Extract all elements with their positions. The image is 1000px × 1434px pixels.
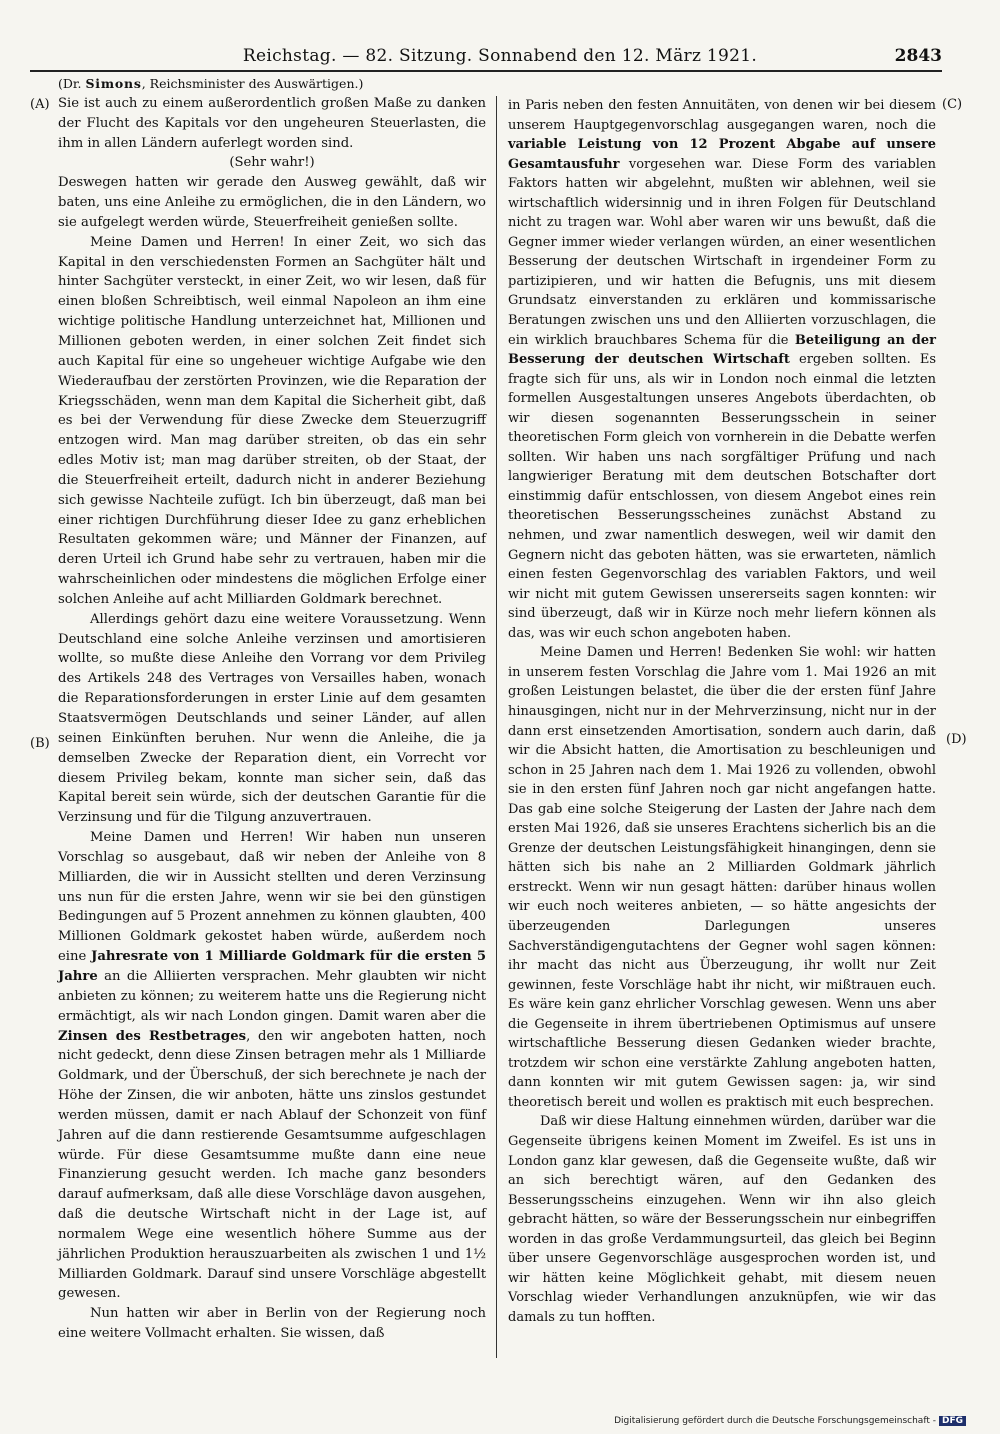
margin-marker-b: (B)	[30, 736, 50, 751]
emphasis: Zinsen des Restbetrages	[58, 1028, 247, 1044]
paragraph: Meine Damen und Herren! Wir haben nun unseren Vorschlag so ausgebaut, daß wir neben der Anleihe von 8 Milliarden, die wir in Aussicht stellten und deren Verzinsung uns nun für die ersten Jahre, wenn wir sie bei den günstigen Bedingungen auf 5 Prozent annehmen zu können glaubten, 400 Millionen Goldmark gekostet haben würde, außerdem noch eine Jahresrate von 1 Milliarde Goldmark für die ersten 5 Jahre an die Alliierten versprachen. Mehr glaubten wir nicht anbieten zu können; zu weiterem hatte uns die Regierung nicht ermächtigt, als wir nach London gingen. Damit waren aber die Zinsen des Restbetrages, den wir angeboten hatten, noch nicht gedeckt, denn diese Zinsen betragen mehr als 1 Milliarde Goldmark, und der Überschuß, der sich berechnete je nach der Höhe der Zinsen, die wir anboten, hätte uns zinslos gestundet werden müssen, damit er nach Ablauf der Schonzeit von fünf Jahren auf die dann restierende Gesamtsumme aufgeschlagen würde. Für diese Gesamtsumme mußte dann eine neue Finanzierung gesucht werden. Ich mache ganz besonders darauf aufmerksam, daß alle diese Vorschläge davon ausgehen, daß die deutsche Wirtschaft nicht in der Lage ist, auf normalem Wege eine wesentlich höhere Summe aus der jährlichen Produktion herauszuarbeiten als zwischen 1 und 1½ Milliarden Goldmark. Darauf sind unsere Vorschläge abgestellt gewesen.	[58, 830, 487, 1302]
header-title: Reichstag. — 82. Sitzung. Sonnabend den 12. März 1921.	[242, 46, 758, 66]
credit-text: Digitalisierung gefördert durch die Deutsche Forschungsgemeinschaft -	[614, 1416, 936, 1426]
paragraph: Sie ist auch zu einem außerordentlich großen Maße zu danken der Flucht des Kapitals vor den ungeheuren Steuerlasten, die ihm in allen Ländern auferlegt worden sind.	[58, 95, 486, 151]
margin-marker-d: (D)	[946, 732, 967, 747]
page-number: 2843	[894, 46, 942, 66]
paragraph: Daß wir diese Haltung einnehmen würden, darüber war die Gegenseite übrigens keinen Moment im Zweifel. Es ist uns in London ganz klar gewesen, daß die Gegenseite wußte, daß wir an sich berechtigt wären, auf den Gedanken des Besserungsscheins einzugehen. Wenn wir ihn also gleich gebracht hätten, so wäre der Besserungsschein nur einbegriffen worden in das große Verdammungsurteil, das gleich bei Beginn über unsere Gegenvorschläge ausgesprochen worden ist, und wir hätten keine Möglichkeit gehabt, mit diesem neuen Vorschlag wieder Verhandlungen anzuknüpfen, wie wir das damals zu tun hofften.	[508, 1114, 936, 1325]
left-column	[58, 74, 486, 1344]
paragraph: Deswegen hatten wir gerade den Ausweg gewählt, daß wir baten, uns eine Anleihe zu ermöglichen, die in den Ländern, wo sie aufgelegt werden würde, Steuerfreiheit genießen sollte.	[58, 175, 486, 230]
digitization-credit	[614, 1416, 966, 1426]
interjection: (Sehr wahr!)	[229, 155, 315, 171]
paragraph: Nun hatten wir aber in Berlin von der Regierung noch eine weitere Vollmacht erhalten. Sie wissen, daß	[58, 1306, 486, 1342]
margin-marker-a: (A)	[30, 97, 50, 112]
margin-marker-c: (C)	[942, 97, 963, 112]
paragraph: Allerdings gehört dazu eine weitere Voraussetzung. Wenn Deutschland eine solche Anleihe verzinsen und amortisieren wollte, so mußte diese Anleihe den Vorrang vor dem Privileg des Artikels 248 des Vertrages von Versailles haben, wonach die Reparationsforderungen in erster Linie auf dem gesamten Staatsvermögen Deutschlands und seiner Länder, auf allen seinen Einkünften beruhen. Nur wenn die Anleihe, die ja demselben Zwecke der Reparation dient, ein Vorrecht vor diesem Privileg bekam, konnte man sicher sein, daß das Kapital bereit sein würde, sich der deutschen Garantie für die Verzinsung und für die Tilgung anzuvertrauen.	[58, 611, 486, 826]
speaker-line: (Dr. Simons, Reichsminister des Auswärtigen.)	[58, 76, 364, 91]
emphasis: Beteiligung an der Besserung der deutschen Wirtschaft	[508, 332, 936, 368]
column-divider	[496, 96, 497, 1358]
paragraph: in Paris neben den festen Annuitäten, von denen wir bei diesem unserem Hauptgegenvorschlag ausgegangen waren, noch die variable Leistung von 12 Prozent Abgabe auf unsere Gesamtausfuhr vorgesehen war. Diese Form des variablen Faktors hatten wir abgelehnt, mußten wir ablehnen, weil sie wirtschaftlich widersinnig und in ihren Folgen für Deutschland nicht zu tragen war. Wohl aber waren wir uns bewußt, daß die Gegner immer wieder verlangen würden, an einer wesentlichen Besserung der deutschen Wirtschaft in irgendeiner Form zu partizipieren, und wir hatten die Befugnis, uns mit diesem Grundsatz einverstanden zu erklären und kommissarische Beratungen zwischen uns und den Alliierten vorzuschlagen, die ein wirklich brauchbares Schema für die Beteiligung an der Besserung der deutschen Wirtschaft ergeben sollten. Es fragte sich für uns, als wir in London noch einmal die letzten formellen Ausgestaltungen unseres Angebots überdachten, ob wir diesen sogenannten Besserungsschein in seiner theoretischen Form gleich von vornherein in die Debatte werfen sollten. Wir haben uns nach sorgfältiger Prüfung und nach langwieriger Beratung mit dem deutschen Botschafter dort einstimmig dafür entschlossen, von diesem Angebot eines rein theoretischen Besserungsscheines zunächst Abstand zu nehmen, und zwar namentlich deswegen, weil wir damit den Gegnern nicht das geboten hätten, was sie erwarteten, nämlich einen festen Gegenvorschlag des variablen Faktors, und weil wir nicht mit gutem Gewissen unsererseits sagen konnten: wir sind überzeugt, daß wir in Kürze noch mehr liefern können als das, was wir euch schon angeboten haben.	[508, 98, 936, 641]
emphasis: Jahresrate von 1 Milliarde Goldmark für die ersten 5 Jahre	[58, 949, 487, 984]
paragraph: Meine Damen und Herren! In einer Zeit, wo sich das Kapital in den verschiedensten Formen an Sachgüter hält und hinter Sachgüter versteckt, in einer Zeit, wo wir lesen, daß für einen bloßen Schreibtisch, weil einmal Napoleon an ihm eine wichtige politische Handlung unterzeichnet hat, Millionen und Millionen geboten werden, in einer solchen Zeit findet sich auch Kapital für eine so ungeheuer wichtige Aufgabe wie den Wiederaufbau der zerstörten Provinzen, wie die Reparation der Kriegsschäden, wenn man dem Kapital die Sicherheit gibt, daß es bei der Verwendung für diese Zwecke dem Steuerzugriff entzogen wird. Man mag darüber streiten, ob das ein sehr edles Motiv ist; man mag darüber streiten, ob der Staat, der die Steuerfreiheit erteilt, dadurch nicht in anderer Beziehung sich gewisse Nachteile zufügt. Ich bin überzeugt, daß man bei einer richtigen Durchführung dieser Idee zu ganz erheblichen Resultaten gekommen wäre; und Männer der Finanzen, auf deren Urteil ich Grund habe sehr zu vertrauen, haben mir die wahrscheinlichen oder mindestens die möglichen Erfolge einer solchen Anleihe auf acht Milliarden Goldmark berechnet.	[58, 234, 486, 607]
paragraph: Meine Damen und Herren! Bedenken Sie wohl: wir hatten in unserem festen Vorschlag die Jahre vom 1. Mai 1926 an mit großen Leistungen belastet, die über die der ersten fünf Jahre hinausgingen, nicht nur in der Mehrverzinsung, nicht nur in der dann erst einsetzenden Amortisation, sondern auch darin, daß wir die Absicht hatten, die Amortisation zu beschleunigen und schon in 25 Jahren nach dem 1. Mai 1926 zu vollenden, obwohl sie in den ersten fünf Jahren noch gar nicht angefangen hatte. Das gab eine solche Steigerung der Lasten der Jahre nach dem ersten Mai 1926, daß sie unseres Erachtens sicherlich bis an die Grenze der deutschen Leistungsfähigkeit hinangingen, denn sie hätten sich bis nahe an 2 Milliarden Goldmark jährlich erstreckt. Wenn wir nun gesagt hätten: darüber hinaus wollen wir euch noch weiteres anbieten, — so hätte angesichts der überzeugenden Darlegungen unseres Sachverständigengutachtens der Gegner wohl sagen können: ihr macht das nicht aus Überzeugung, ihr wollt nur Zeit gewinnen, feste Vorschläge habt ihr nicht, wir mißtrauen euch. Es wäre kein ganz ehrlicher Vorschlag gewesen. Wenn uns aber die Gegenseite in ihrem übertriebenen Optimismus auf unsere wirtschaftliche Besserung diesen Gedanken wieder brachte, trotzdem wir schon eine verstärkte Zahlung angeboten hatten, dann konnten wir mit gutem Gewissen sagen: ja, wir sind theoretisch bereit und wollen es praktisch mit euch besprechen.	[508, 645, 936, 1110]
running-header	[30, 46, 970, 68]
dfg-logo: DFG	[939, 1416, 966, 1426]
speaker-name: Simons	[85, 76, 142, 91]
emphasis: variable Leistung von 12 Prozent Abgabe auf unsere Gesamtausfuhr	[508, 137, 936, 172]
header-rule	[30, 70, 942, 72]
right-column	[508, 96, 936, 1327]
